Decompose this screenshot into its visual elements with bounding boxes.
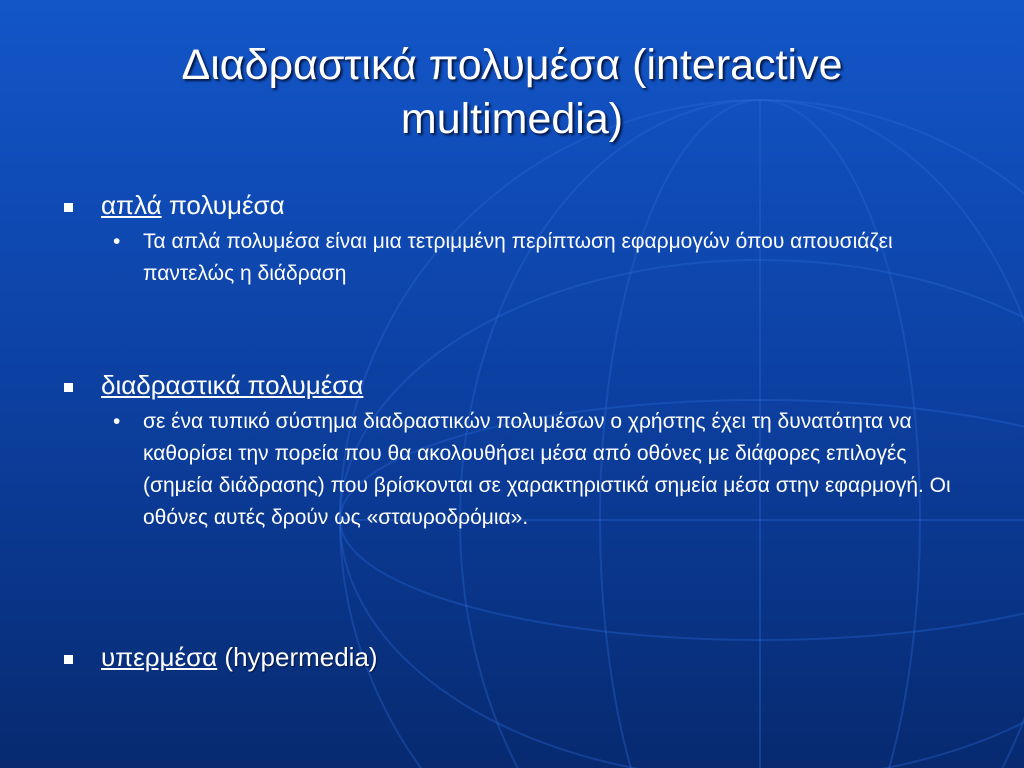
bullet-heading-rest: (hypermedia)	[217, 642, 378, 672]
title-line-1: Διαδραστικά πολυμέσα (interactive	[181, 41, 843, 89]
title-line-2: multimedia)	[400, 95, 624, 143]
slide-title	[40, 38, 984, 146]
bullet-item	[58, 188, 978, 290]
sub-bullet	[113, 226, 978, 290]
hyperlink-interactive-multimedia[interactable]: διαδραστικά πολυμέσα	[101, 370, 364, 400]
sub-bullet-text: Τα απλά πολυμέσα είναι μια τετριμμένη περίπτωση εφαρμογών όπου απουσιάζει παντελώς η διάδραση	[143, 230, 893, 285]
bullet-heading-rest: πολυμέσα	[161, 190, 285, 220]
bullet-heading	[58, 640, 978, 674]
hyperlink-simple-multimedia[interactable]: απλά	[101, 190, 162, 220]
slide-content	[58, 188, 978, 672]
bullet-heading	[58, 188, 978, 222]
square-bullet-icon	[64, 203, 73, 212]
square-bullet-icon	[64, 383, 73, 392]
bullet-heading	[58, 368, 978, 402]
sub-bullet-text: σε ένα τυπικό σύστημα διαδραστικών πολυμέσων ο χρήστης έχει τη δυνατότητα να καθορίσει την πορεία που θα ακολουθήσει μέσα από οθόνες με διάφορες επιλογές (σημεία διάδρασης) που βρίσκονται σε χαρακτηριστικά σημεία μέσα στην εφαρμογή. Οι οθόνες αυτές δρούν ως «σταυροδρόμια».	[143, 410, 951, 529]
round-bullet-icon: •	[113, 230, 121, 253]
hyperlink-hypermedia[interactable]: υπερμέσα	[101, 642, 218, 672]
sub-bullet	[113, 406, 978, 534]
round-bullet-icon: •	[113, 410, 121, 433]
square-bullet-icon	[64, 655, 73, 664]
bullet-item	[58, 368, 978, 534]
bullet-item	[58, 640, 978, 674]
